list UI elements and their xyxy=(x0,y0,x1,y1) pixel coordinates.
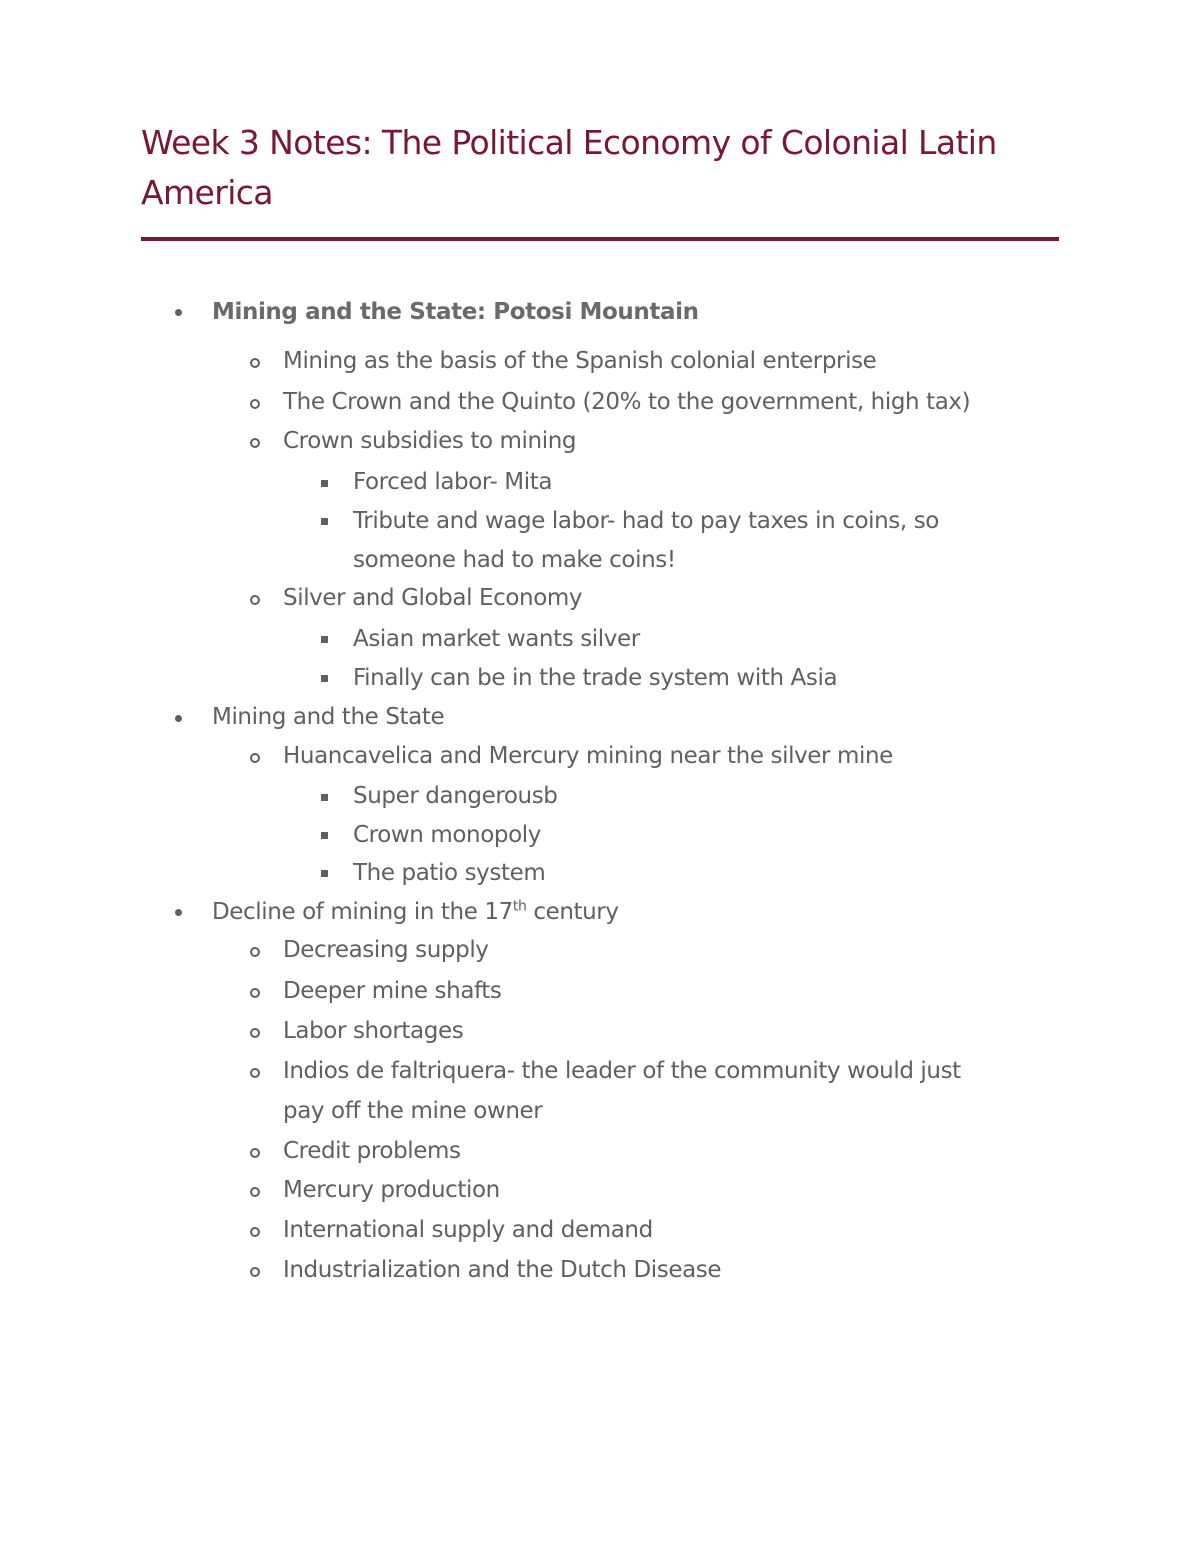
list-item xyxy=(353,854,545,893)
list-item-text: pay off the mine owner xyxy=(283,1098,543,1124)
square-bullet-icon xyxy=(321,832,328,839)
list-item xyxy=(283,1171,500,1210)
list-item xyxy=(283,579,582,618)
bullet-icon xyxy=(175,715,182,722)
list-item-text: Huancavelica and Mercury mining near the silver mine xyxy=(283,743,893,769)
list-item-text: Labor shortages xyxy=(283,1018,464,1044)
list-item-continuation xyxy=(353,541,676,580)
list-item-text: Mercury production xyxy=(283,1177,500,1203)
list-item-text: Asian market wants silver xyxy=(353,626,640,652)
circle-bullet-icon xyxy=(250,1068,260,1078)
list-item-text: Indios de faltriquera- the leader of the community would just xyxy=(283,1058,961,1084)
circle-bullet-icon xyxy=(250,438,260,448)
list-item xyxy=(353,659,837,698)
list-item-text: The Crown and the Quinto (20% to the government, high tax) xyxy=(283,389,971,415)
square-bullet-icon xyxy=(321,518,328,525)
list-item xyxy=(283,931,489,970)
circle-bullet-icon xyxy=(250,1227,260,1237)
circle-bullet-icon xyxy=(250,1187,260,1197)
section-heading-text: Mining and the State: Potosi Mountain xyxy=(212,299,699,325)
list-item-text: someone had to make coins! xyxy=(353,547,676,573)
list-item-text: Industrialization and the Dutch Disease xyxy=(283,1257,722,1283)
list-item xyxy=(353,502,939,541)
list-item xyxy=(283,342,876,381)
list-item xyxy=(283,1251,721,1290)
list-item xyxy=(283,972,502,1011)
list-item-text: Mining as the basis of the Spanish colonial enterprise xyxy=(283,348,877,374)
circle-bullet-icon xyxy=(250,988,260,998)
section-heading xyxy=(212,293,699,332)
square-bullet-icon xyxy=(321,870,328,877)
list-item-text: Forced labor- Mita xyxy=(353,469,553,495)
bullet-icon xyxy=(175,909,182,916)
list-item xyxy=(283,1012,463,1051)
circle-bullet-icon xyxy=(250,399,260,409)
list-item xyxy=(283,1211,653,1250)
list-item xyxy=(353,816,541,855)
circle-bullet-icon xyxy=(250,1148,260,1158)
list-item xyxy=(283,737,893,776)
list-item-text: Crown subsidies to mining xyxy=(283,428,577,454)
section-heading-text: Decline of mining in the 17 xyxy=(212,899,513,925)
list-item xyxy=(353,463,552,502)
list-item xyxy=(353,620,640,659)
circle-bullet-icon xyxy=(250,358,260,368)
page-title: Week 3 Notes: The Political Economy of Colonial Latin America xyxy=(141,123,997,212)
square-bullet-icon xyxy=(321,480,328,487)
list-item-text: Super dangerousb xyxy=(353,783,558,809)
list-item-text: Decreasing supply xyxy=(283,937,489,963)
square-bullet-icon xyxy=(321,636,328,643)
list-item-text: Crown monopoly xyxy=(353,822,541,848)
circle-bullet-icon xyxy=(250,595,260,605)
list-item xyxy=(283,1132,461,1171)
list-item-text: The patio system xyxy=(353,860,546,886)
square-bullet-icon xyxy=(321,794,328,801)
list-item-text: International supply and demand xyxy=(283,1217,653,1243)
list-item xyxy=(353,777,558,816)
list-item xyxy=(283,383,970,422)
circle-bullet-icon xyxy=(250,753,260,763)
section-heading-text: Mining and the State xyxy=(212,704,445,730)
list-item xyxy=(283,1052,961,1091)
list-item-text: Tribute and wage labor- had to pay taxes in coins, so xyxy=(353,508,939,534)
section-heading-text-tail: century xyxy=(526,899,619,925)
list-item-continuation xyxy=(283,1092,542,1131)
list-item xyxy=(283,422,576,461)
square-bullet-icon xyxy=(321,675,328,682)
bullet-icon xyxy=(175,309,182,316)
ordinal-superscript: th xyxy=(512,898,527,915)
section-heading xyxy=(212,893,619,932)
list-item-text: Deeper mine shafts xyxy=(283,978,502,1004)
circle-bullet-icon xyxy=(250,947,260,957)
list-item-text: Credit problems xyxy=(283,1138,461,1164)
list-item-text: Silver and Global Economy xyxy=(283,585,583,611)
circle-bullet-icon xyxy=(250,1267,260,1277)
circle-bullet-icon xyxy=(250,1028,260,1038)
list-item-text: Finally can be in the trade system with Asia xyxy=(353,665,838,691)
section-heading xyxy=(212,698,444,737)
